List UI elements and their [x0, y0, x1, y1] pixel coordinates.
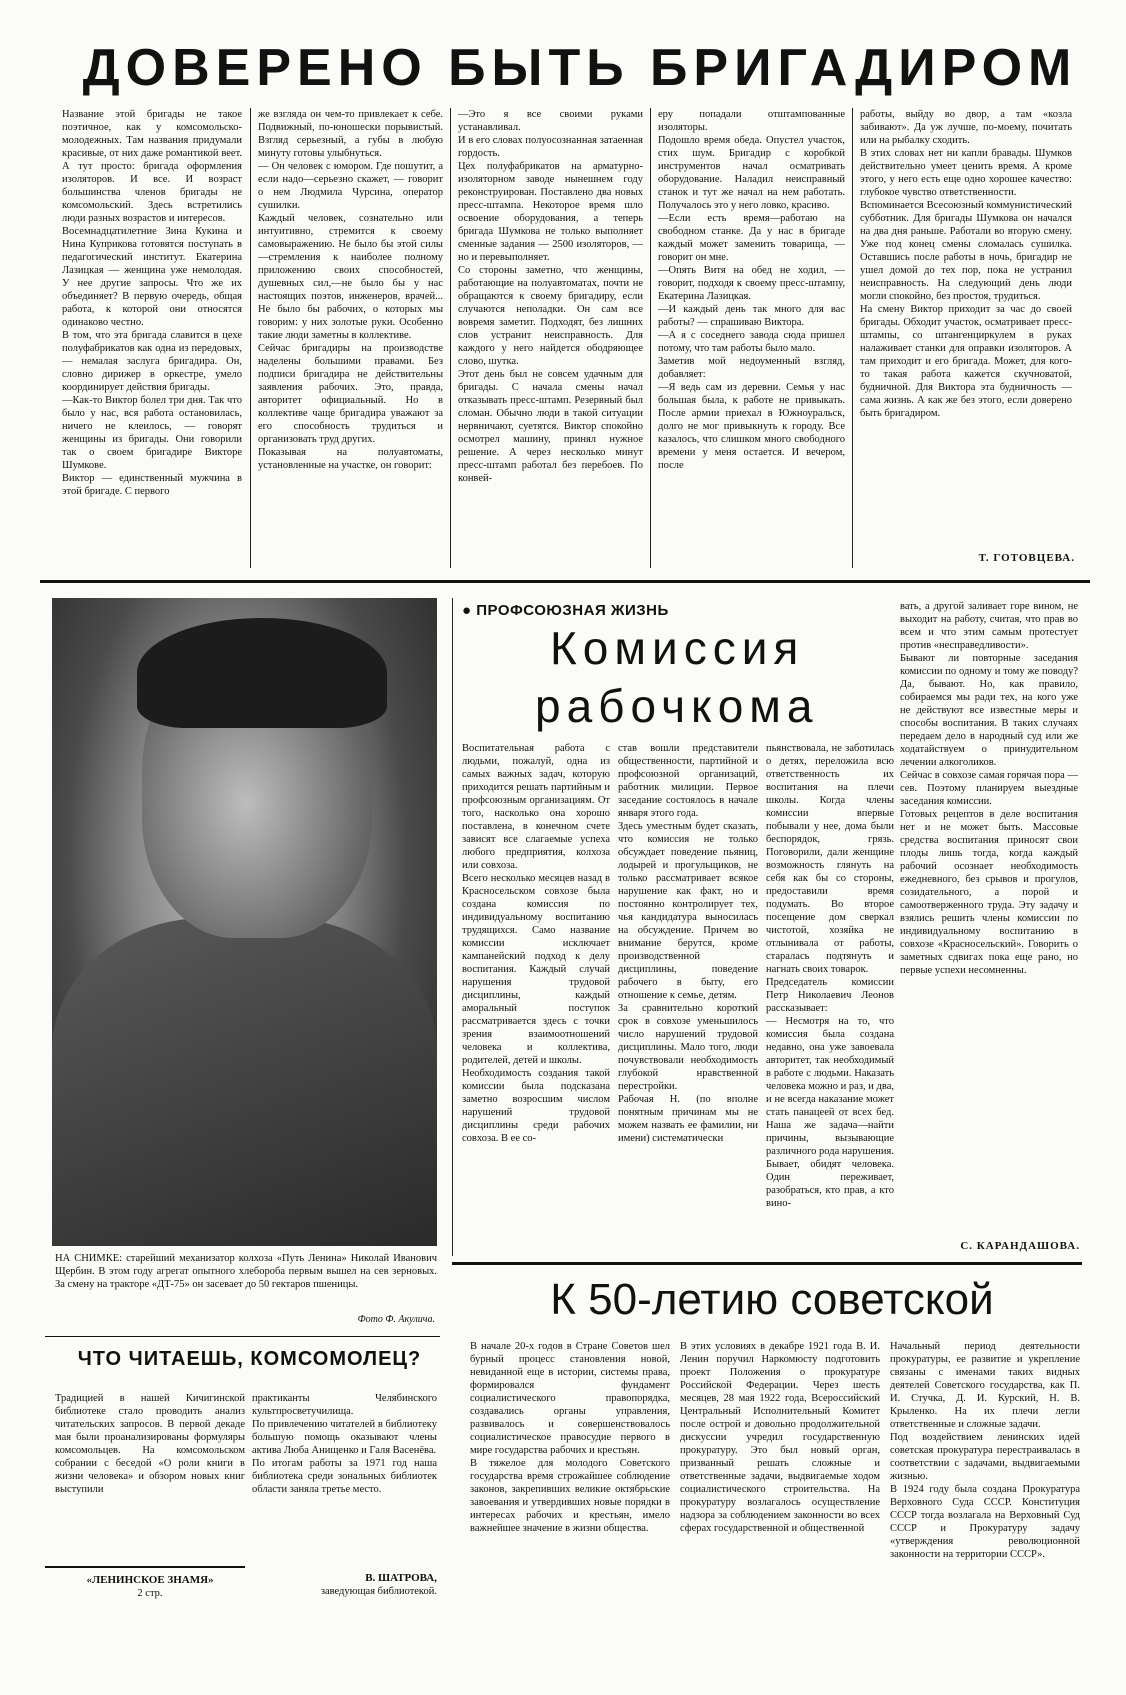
page-number: 2 стр. [137, 1588, 163, 1599]
anniversary-column-3: Начальный период деятельности прокуратуры, ее развитие и укрепление связаны с именами таких видных деятелей Советского государства, как П. И. Стучка, Д. И. Курский, Н. В. Крыленко. На их плечи легли ответственные и сложные задачи. Под воздействием ленинских идей советская прокуратура перестраивалась в соответствии с задачами, выдвигаемыми жизнью. В 1924 году была создана Прокуратура Верховного Суда СССР. Конституция СССР тогда возлагала на Верховный Суд СССР и Прокуратуру задачу «утверждения революционной законности на территории СССР». [890, 1341, 1080, 1560]
portrait-photo [52, 598, 437, 1246]
top-article-column-1: Название этой бригады не такое поэтичное, как у комсомольско-молодежных. Там названия придумали красивые, от них даже романтикой веет. А тут просто: бригада оформления изоляторов. И все. И возраст большинства членов бригады не комсомольский. Здесь встретились люди разных возрастов и интересов. Восемнадцатилетние Зина Кукина и Нина Куприкова готовятся поступать в педагогический институт. Екатерина Лазицкая — женщина уже немолодая. У нее другие запросы. Что же их объединяет? В первую очередь, общая работа, к которой они относятся одинаково честно. В том, что эта бригада славится в цехе полуфабрикатов как одна из передовых, — немалая заслуга бригадира. Он, словно дирижер в оркестре, умело координирует действия бригады. —Как-то Виктор болел три дня. Так что было у нас, вся работа остановилась, ничего не клеилось, — говорят женщины из бригады. Они говорили так о своем бригадире Викторе Шумкове. Виктор — единственный мужчина в этой бригаде. С первого [62, 109, 242, 497]
column-divider [452, 598, 453, 1256]
reading-article-column-1: Традицией в нашей Кичигинской библиотеке стало проводить анализ читательских запросов. В первой декаде мая были проанализированы формуляры комсомольцев. На комсомольском собрании с беседой «О роли книги в жизни человека» и обзором новых книг выступили [55, 1393, 245, 1495]
union-title-line-1: Комиссия [550, 622, 805, 674]
anniversary-title: К 50-летию советской [550, 1275, 994, 1324]
column-divider [250, 108, 251, 568]
union-article-column-2: став вошли представители общественности, партийной и профсоюзной организаций, работник милиции. Первое заседание состоялось в начале января этого года. Здесь уместным будет сказать, что комиссия не только обсуждает поведение пьяниц, лодырей и прогульщиков, не только рассматривает всякое нарушение как факт, но и постоянно контролирует тех, чья кандидатура выносилась на обсуждение. Причем во внимание берутся, кроме производственной дисциплины, поведение рабочего в быту, его отношение к семье, детям. За сравнительно короткий срок в совхозе уменьшилось число нарушений трудовой дисциплины. Мало того, люди почувствовали необходимость глубокой нравственной перестройки. Рабочая Н. (по вполне понятным причинам мы не можем назвать ее фамилии, ни имени) систематически [618, 743, 758, 1144]
photo-figure-body [52, 918, 437, 1246]
top-article-column-4: еру попадали отштампованные изоляторы. Подошло время обеда. Опустел участок, стих шум. Бригадир с коробкой инструментов начал осматривать оборудование. Наладил неисправный станок и тут же начал на нем работать. Получалось это у него ловко, красиво. —Если есть время—работаю на свободном станке. Да у нас в бригаде каждый может заменить товарища, — говорит он мне. —Опять Витя на обед не ходил, — говорит, подходя к своему пресс-штампу, Екатерина Лазицкая. —И каждый день так много для вас работы? — спрашиваю Виктора. —А я с соседнего завода сюда пришел потому, что там работы было мало. Заметив мой недоуменный взгляд, добавляет: —Я ведь сам из деревни. Семья у нас большая была, к работе не привыкать. После армии приехал в Южноуральск, долго не мог привыкнуть к городу. Все казалось, что слишком много свободного времени у меня остается. И вечером, после [658, 109, 845, 471]
top-article-column-5: работы, выйду во двор, а там «козла забивают». Да уж лучше, по-моему, почитать или на рыбалку сходить. В этих словах нет ни капли бравады. Шумков действительно умеет ценить время. А кроме этого, у него есть еще одно хорошее качество: глубокое чувство ответственности. Вспоминается Всесоюзный коммунистический субботник. Для бригады Шумкова он начался на два дня раньше. Работали во вторую смену. Уже под конец смены сломалась сушилка. Оставшись после работы в ночь, бригадир не ушел домой до тех пор, пока не устранил неисправность. На следующий день люди могли спокойно, без простоя, трудиться. На смену Виктор приходит за час до своей бригады. Обходит участок, осматривает пресс-штампы, со штангенциркулем в руках налаживает станки для оправки изоляторов. А там приходит и его бригада. Может, для кого-то такая работа кажется скучноватой, будничной. Для Виктора эта будничность — сама жизнь. А как же без этого, если доверено быть бригадиром. [860, 109, 1072, 419]
top-article-signature: Т. ГОТОВЦЕВА. [978, 552, 1075, 564]
photo-credit: Фото Ф. Акулича. [357, 1314, 435, 1325]
union-rubric: ● ПРОФСОЮЗНАЯ ЖИЗНЬ [462, 602, 669, 619]
footer-divider [45, 1566, 245, 1568]
photo-caption: НА СНИМКЕ: старейший механизатор колхоза «Путь Ленина» Николай Иванович Щербин. В этом году агрегат опытного хлебороба первым вышел на сев зерновых. За смену на тракторе «ДТ-75» он засевает до 50 гектаров пшеницы. [55, 1253, 437, 1290]
photo-figure-hair [137, 618, 387, 728]
section-divider [40, 580, 1090, 583]
reading-article-column-2: практиканты Челябинского культпросветучилища. По привлечению читателей в библиотеку большую помощь оказывают члены актива Люба Анищенко и Галя Васенёва. По итогам работы за 1971 год наша библиотека среди зональных библиотек области заняла третье место. [252, 1393, 437, 1495]
top-article-column-3: —Это я все своими руками устанавливал. И в его словах полуосознанная затаенная гордость. Цех полуфабрикатов на арматурно-изоляторном заводе нынешнем году реконструирован. Поставлено два новых пресс-штампа. Некоторое время шло освоение оборудования, а теперь бригада Шумкова не только выполняет сменные задания — 2500 изоляторов, — но и перевыполняет. Со стороны заметно, что женщины, работающие на полуавтоматах, почти не обращаются к своему бригадиру, если случаются неполадки. Он сам все вовремя заметит. Подходят, без лишних слов устранит неисправность. Для каждого у него найдется ободряющее слово, шутка. Этот день был не совсем удачным для бригады. С начала смены начал отказывать пресс-штамп. Резервный был сломан. Обычно люди в такой ситуации нервничают, суетятся. Виктор спокойно осмотрел машину, принял нужное решение. А через несколько минут пресс-штамп работал без перебоев. По конвей- [458, 109, 643, 484]
anniversary-column-1: В начале 20-х годов в Стране Советов шел бурный процесс становления новой, невиданной еще в истории, системы права, формировался фундамент социалистического правопорядка, создавались органы управления, развивалось и совершенствовалось социалистическое правосудие первого в мире государства рабочих и крестьян. В тяжелое для молодого Советского государства время строжайшее соблюдение законов, закрепивших великие октябрьские завоевания и утвердивших новые порядки в интересах рабочих и крестьян, имело важнейшее значение в жизни общества. [470, 1341, 670, 1534]
union-article-column-3: пьянствовала, не заботилась о детях, переложила всю ответственность их воспитания на плечи школы. Когда члены комиссии впервые побывали у нее, дома были беспорядок, грязь. Поговорили, дали женщине возможность глянуть на себя как бы со стороны, предоставили время подумать. Во второе посещение дом сверкал чистотой, хозяйка не отлынивала от работы, старалась подтянуть и нагнать своих товарок. Председатель комиссии Петр Николаевич Леонов рассказывает: — Несмотря на то, что комиссия была создана недавно, она уже завоевала авторитет, так необходимый в работе с людьми. Наказать человека можно и раз, и два, и не всегда наказание может стать панацеей от всех бед. Наша же задача—найти причины, вызывающие различного рода нарушения. Бывает, обидят человека. Один переживает, разобраться, кто прав, а кто вино- [766, 743, 894, 1209]
reading-article-signature-role: заведующая библиотекой. [320, 1586, 437, 1597]
union-side-column: вать, а другой заливает горе вином, не выходит на работу, считая, что прав во всем и что этим самым протестует против «несправедливости». Бывают ли повторные заседания комиссии по одному и тому же поводу? Да, бывают. Но, как правило, собираемся мы ради тех, на кого уже не действуют все известные меры и способы воспитания. В таких случаях передаем дело в народный суд или же ходатайствуем о принудительном лечении алкоголиков. Сейчас в совхозе самая горячая пора — сев. Поэтому планируем выездные заседания комиссии. Готовых рецептов в деле воспитания нет и не может быть. Массовые средства воспитания приносят свои плоды лишь тогда, когда каждый рабочий осознает необходимость ежедневного, без срывов и прогулов, созидательного, а порой и самоотверженного труда. Эту задачу и взялись решить члены комиссии по индивидуальному воспитанию в совхозе «Красносельский». Говорить о заметных сдвигах пока еще рано, но первые успехи несомненны. [900, 601, 1078, 976]
reading-article-title: ЧТО ЧИТАЕШЬ, КОМСОМОЛЕЦ? [77, 1348, 422, 1370]
union-article-column-1: Воспитательная работа с людьми, пожалуй, одна из самых важных задач, которую приходится решать партийным и профсоюзным организациям. От того, насколько она хорошо поставлена, в конечном счете зависят все слагаемые успеха любого предприятия, колхоза или совхоза. Всего несколько месяцев назад в Красносельском совхозе была создана комиссия по индивидуальному воспитанию трудящихся. Само название комиссии исключает кампанейский подход к делу воспитания. Каждый случай нарушения трудовой дисциплины, каждый аморальный поступок рассматривается здесь с точки зрения взаимоотношений человека и коллектива, родителей, детей и школы. Необходимость создания такой комиссии была подсказана заметно возросшим числом нарушений трудовой дисциплины среди рабочих совхоза. В ее со- [462, 743, 610, 1144]
union-article-signature: С. КАРАНДАШОВА. [960, 1240, 1080, 1252]
column-divider [650, 108, 651, 568]
union-title-line-2: рабочкома [535, 680, 819, 732]
top-article-title: ДОВЕРЕНО БЫТЬ БРИГАДИРОМ [82, 39, 1078, 97]
section-divider [45, 1336, 440, 1337]
anniversary-column-2: В этих условиях в декабре 1921 года В. И. Ленин поручил Наркомюсту подготовить проект Положения о прокуратуре Российской Федерации. Через шесть месяцев, 28 мая 1922 года, Всероссийский Центральный Исполнительный Комитет после острой и довольно продолжительной дискуссии учредил государственную прокуратуру. Это был новый орган, призванный решать сложные и ответственные задачи, выдвигаемые ходом социалистического строительства. На прокуратуру возлагалось осуществление надзора за соблюдением законности во всех сферах государственной и общественной [680, 1341, 880, 1534]
section-divider [452, 1262, 1082, 1265]
column-divider [852, 108, 853, 568]
column-divider [450, 108, 451, 568]
newspaper-name: «ЛЕНИНСКОЕ ЗНАМЯ» [86, 1574, 214, 1586]
top-article-column-2: же взгляда он чем-то привлекает к себе. Подвижный, по-юношески порывистый. Взгляд серьезный, а губы в любую минуту готовы улыбнуться. — Он человек с юмором. Где пошутит, а если надо—серьезно скажет, — говорит о нем Людмила Чурсина, оператор сушилки. Каждый человек, сознательно или интуитивно, стремится к своему самовыражению. Не было бы этой силы—стремления к наиболее полному приложению своих способностей, душевных сил,—не было бы у нас настоящих поэтов, инженеров, врачей... Не было бы рабочих, о которых мы говорим: у них золотые руки. Особенно такие люди заметны в коллективе. Сейчас бригадиры на производстве наделены большими правами. Без подписи бригадира не действительны заявления рабочих. Это, правда, авторитет официальный. Но в коллективе чаще бригадира уважают за его способность трудиться и организовать труд других. Показывая на полуавтоматы, установленные на участке, он говорит: [258, 109, 443, 471]
reading-article-signature: В. ШАТРОВА, [365, 1572, 437, 1584]
